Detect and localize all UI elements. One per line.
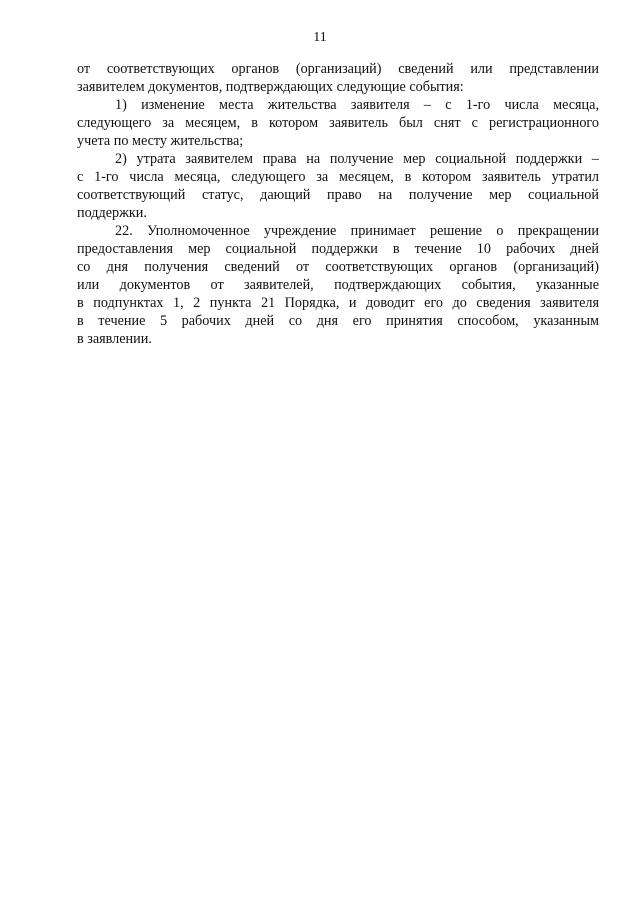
text-line: 1) изменение места жительства заявителя – с 1-го числа месяца, [115,97,599,113]
text-line: со дня получения сведений от соответствующих органов (организаций) [77,259,599,275]
text-line: в подпунктах 1, 2 пункта 21 Порядка, и доводит его до сведения заявителя [77,295,599,311]
paragraph-item-1 [77,96,599,150]
text-line: предоставления мер социальной поддержки в течение 10 рабочих дней [77,241,599,257]
text-line: с 1-го числа месяца, следующего за месяцем, в котором заявитель утратил [77,169,599,185]
text-line: 2) утрата заявителем права на получение мер социальной поддержки – [115,151,599,167]
page-number: 11 [313,30,327,45]
text-line: заявителем документов, подтверждающих следующие события: [77,79,464,95]
paragraph-continuation [77,60,599,96]
text-line: поддержки. [77,205,147,221]
document-body [77,60,599,348]
text-line: от соответствующих органов (организаций) сведений или представлении [77,61,599,77]
paragraph-clause-22 [77,222,599,348]
text-line: в заявлении. [77,331,152,347]
text-line: или документов от заявителей, подтверждающих события, указанные [77,277,599,293]
text-line: 22. Уполномоченное учреждение принимает решение о прекращении [115,223,599,239]
text-line: соответствующий статус, дающий право на получение мер социальной [77,187,599,203]
text-line: в течение 5 рабочих дней со дня его принятия способом, указанным [77,313,599,329]
paragraph-item-2 [77,150,599,222]
text-line: следующего за месяцем, в котором заявитель был снят с регистрационного [77,115,599,131]
text-line: учета по месту жительства; [77,133,244,149]
